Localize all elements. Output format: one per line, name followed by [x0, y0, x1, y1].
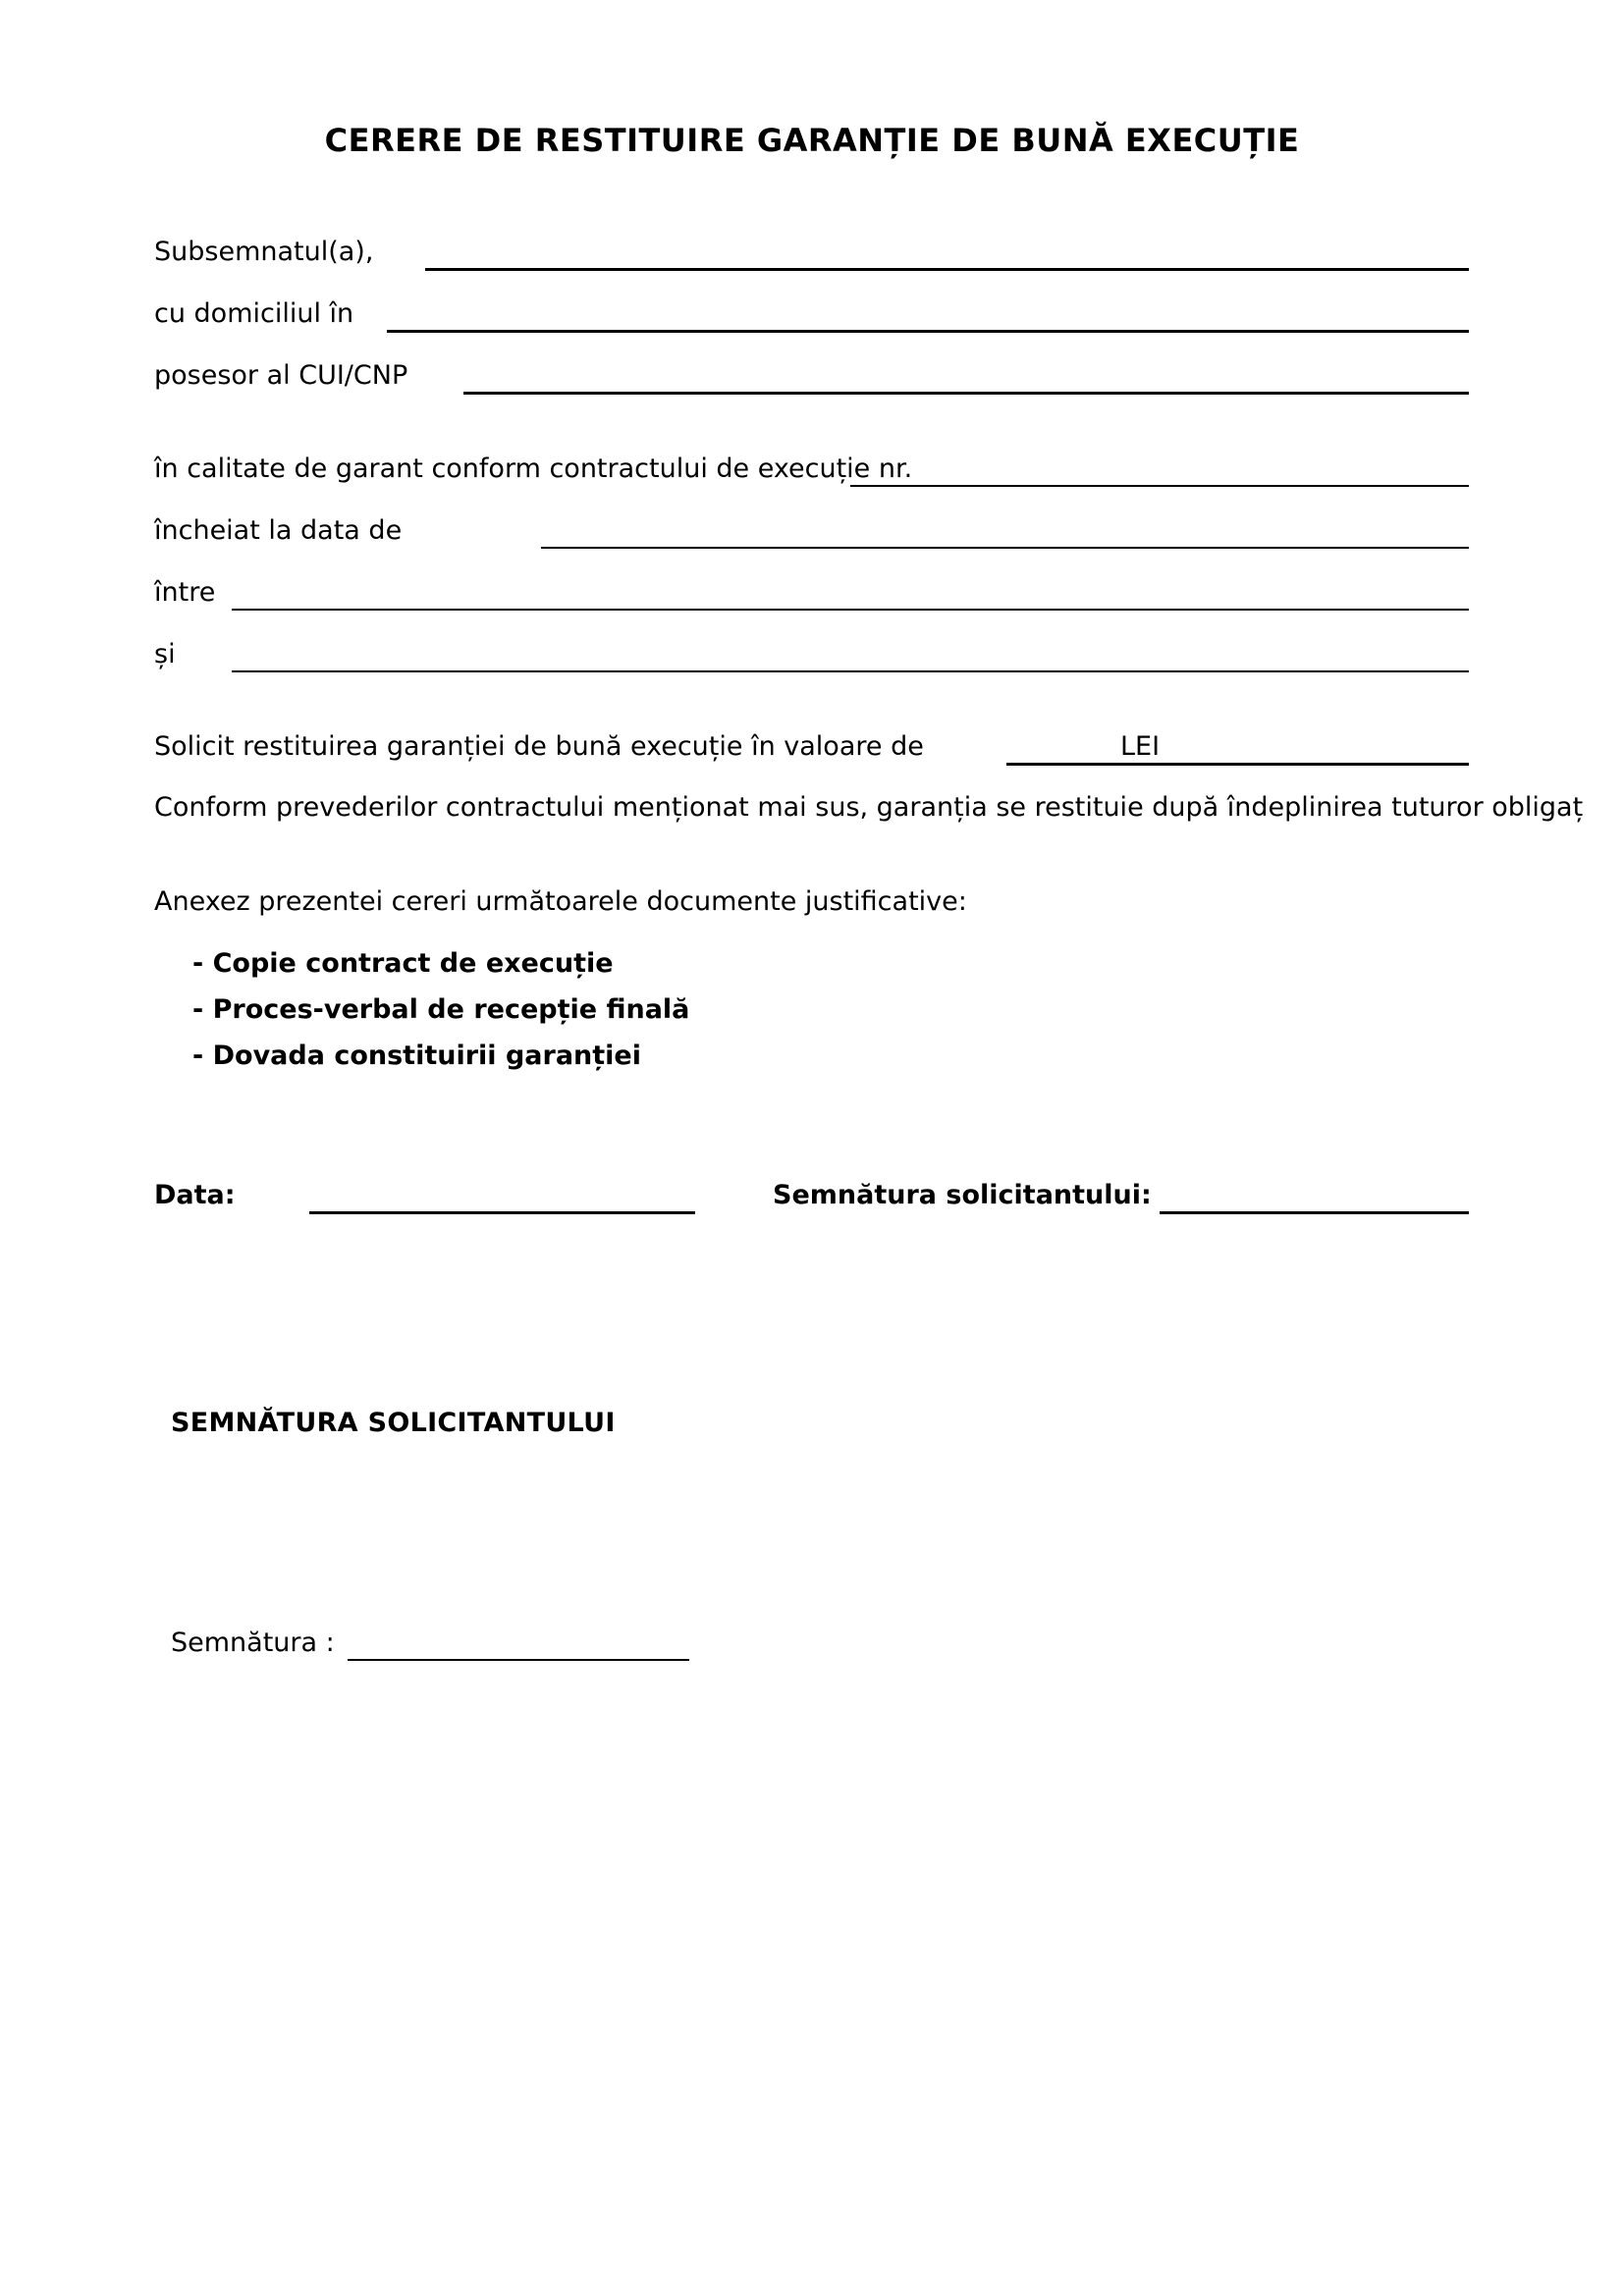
label-semnatura-solicitantului: Semnătura solicitantului: [773, 1180, 1152, 1210]
input-line-semnatura-solicitant[interactable] [1160, 1211, 1469, 1214]
label-calitate: în calitate de garant conform contractului de execuție nr. [154, 454, 913, 484]
input-line-si[interactable] [232, 670, 1469, 672]
input-line-intre[interactable] [232, 609, 1469, 611]
label-subsemnatul: Subsemnatul(a), [154, 237, 374, 267]
input-line-data[interactable] [309, 1211, 695, 1214]
input-line-domiciliu[interactable] [387, 330, 1469, 333]
annex-intro: Anexez prezentei cereri următoarele documente justificative: [154, 886, 967, 917]
signature-heading: SEMNĂTURA SOLICITANTULUI [171, 1408, 616, 1438]
label-data: Data: [154, 1180, 236, 1210]
conform-text: Conform prevederilor contractului menționat mai sus, garanția se restituie după îndeplinirea tuturor obligaț [154, 792, 1584, 823]
annex-item: - Proces-verbal de recepție finală [192, 994, 690, 1025]
label-cui-cnp: posesor al CUI/CNP [154, 360, 408, 391]
annex-item: - Dovada constituirii garanției [192, 1041, 641, 1071]
currency-label: LEI [1120, 731, 1161, 762]
input-line-valoare[interactable] [1006, 763, 1469, 766]
input-line-subsemnatul[interactable] [425, 268, 1469, 271]
annex-item: - Copie contract de execuție [192, 948, 614, 979]
input-line-data-incheiere[interactable] [541, 547, 1469, 549]
document-title: CERERE DE RESTITUIRE GARANȚIE DE BUNĂ EXECUȚIE [324, 122, 1300, 159]
input-line-cui-cnp[interactable] [463, 392, 1469, 395]
label-domiciliu: cu domiciliul în [154, 298, 354, 329]
label-incheiat: încheiat la data de [154, 515, 403, 546]
label-intre: între [154, 577, 216, 608]
input-line-contract-nr[interactable] [850, 485, 1469, 487]
label-semnatura: Semnătura : [171, 1628, 335, 1658]
label-solicit: Solicit restituirea garanției de bună execuție în valoare de [154, 731, 924, 762]
label-si: și [154, 639, 176, 669]
input-line-semnatura[interactable] [348, 1659, 689, 1661]
